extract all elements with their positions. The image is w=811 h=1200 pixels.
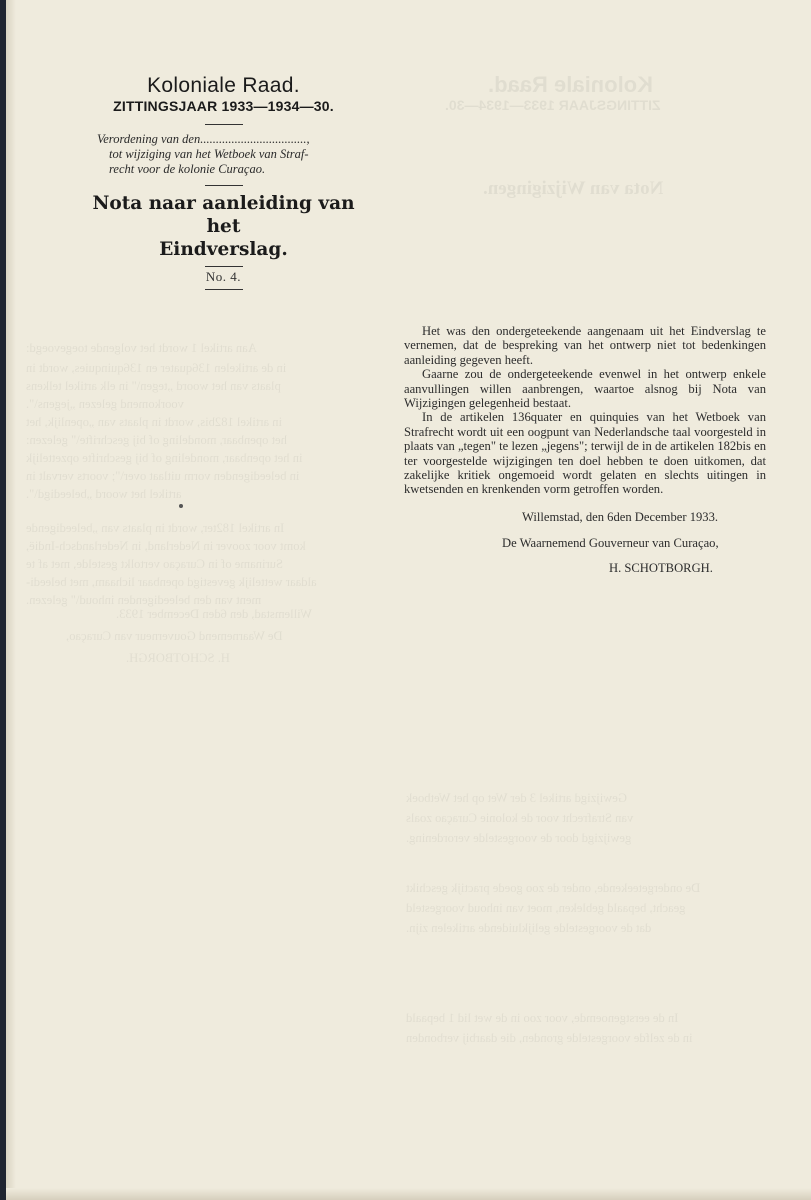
- session-year: ZITTINGSJAAR 1933—1934—30.: [113, 98, 334, 114]
- council-title: Koloniale Raad.: [147, 74, 300, 97]
- document-title-line-2: Eindverslag.: [159, 239, 288, 260]
- header-divider-2: [205, 185, 243, 186]
- ordinance-line-3: recht voor de kolonie Curaçao.: [109, 162, 266, 176]
- signature-function: De Waarnemend Gouverneur van Curaçao,: [502, 536, 719, 550]
- header-divider-3: [205, 266, 243, 267]
- ink-speck: [179, 504, 183, 508]
- document-page: Koloniale Raad. ZITTINGSJAAR 1933—1934—30. Nota van Wijzigingen. Aan artikel 1 wordt het volgende toegevoegd: in de artikelen 136quater en 136quinquies, wordt in plaats van het woord „tegen\" in elk artikel telkens voorkomend gelezen „jegens\". in artikel 182bis, wordt in plaats van „openlijk, het het openbaar, mondeling of bij geschrifte\" gelezen: in het openbaar, mondeling of bij geschrifte opzettelijk in beleedigenden vorm uitlaat over\"; voorts vervalt in artikel het woord „beleedigd\". In artikel 182ter, wordt in plaats van „beleedigende komt voor zoover in Nederland, in Nederlandsch-Indië, Suriname of in Curaçao vertolkt gestelde, met af te aldaar wettelijk gevestigd openbaar lichaam, met beleedi- ment van den beleedigenden inhoud\" gelezen. Willemstad, den 6den December 1933. De Waarnemend Gouverneur van Curaçao, H. SCHOTBORGH. Gewijzigd artikel 3 der Wet op het Wetboek van Strafrecht voor de kolonie Curaçao zoals gewijzigd door de voorgestelde verordening. De ondergeteekende, onder de zoo goede practijk geschikt geacht, bepaald gebleken, moet van inhoud voorgesteld dat de voorgestelde gelijkluidende artikelen zijn. In de eerstgenoemde, voor zoo in de wet lid 1 bepaald in de zelfde voorgestelde gronden, die daarbij verbonden Koloniale Raad. ZITTINGSJAAR 1933—1934—30. Verordening van den.................................., tot wijziging van het Wetboek van Straf- recht voor de kolonie Curaçao. Nota naar aanleiding van het Eindverslag. No. 4. Het was den ondergeteekende aangenaam uit het Eindverslag te vernemen, dat de bespreking van het ontwerp niet tot bedenkingen aanleiding gegeven heeft. Gaarne zou de ondergeteekende evenwel in het ontwerp enkele aanvullingen willen aanbrengen, waartoe alsnog bij Nota van Wijzigingen gelegenheid bestaat. In de artikelen 136quater en quinquies van het Wetboek van Strafrecht wordt uit een oogpunt van Nederlandsche taal voorgesteld in plaats van „tegen" te lezen „jegens"; terwijl de in de artikelen 182bis en ter voorgestelde wijzigingen ten doel hebben te doen uitkomen, dat zakelijke kritiek ongemoeid wordt gelaten en slechts uitingen in kwetsenden en krenkenden vorm getroffen worden. Willemstad, den 6den December 1933. De Waarnemend Gouverneur van Curaçao, H. SCHOTBORGH.: [6, 0, 811, 1200]
- ordinance-description: [97, 132, 349, 177]
- document-body: [404, 324, 766, 497]
- ordinance-line-1: Verordening van den..................................,: [97, 132, 310, 146]
- document-number: No. 4.: [205, 269, 242, 284]
- body-paragraph-2: Gaarne zou de ondergeteekende evenwel in het ontwerp enkele aanvullingen willen aanbrengen, waartoe alsnog bij Nota van Wijzigingen gelegenheid bestaat.: [404, 367, 766, 411]
- page-left-edge-shadow: [6, 0, 16, 1200]
- signature-place-date: Willemstad, den 6den December 1933.: [522, 510, 719, 524]
- body-paragraph-1: Het was den ondergeteekende aangenaam uit het Eindverslag te vernemen, dat de bespreking van het ontwerp niet tot bedenkingen aanleiding gegeven heeft.: [404, 324, 766, 367]
- page-bottom-edge-shadow: [6, 1188, 811, 1200]
- header-divider-1: [205, 124, 243, 125]
- document-title: [86, 192, 361, 261]
- document-header: [86, 74, 361, 297]
- ordinance-line-2: tot wijziging van het Wetboek van Straf-: [109, 147, 309, 161]
- document-title-line-1: Nota naar aanleiding van het: [92, 193, 355, 237]
- header-divider-4: [205, 289, 243, 290]
- body-paragraph-3: In de artikelen 136quater en quinquies van het Wetboek van Strafrecht wordt uit een oogpunt van Nederlandsche taal voorgesteld in plaats van „tegen" te lezen „jegens"; terwijl de in de artikelen 182bis en ter voorgestelde wijzigingen ten doel hebben te doen uitkomen, dat zakelijke kritiek ongemoeid wordt gelaten en slechts uitingen in kwetsenden en krenkenden vorm getroffen worden.: [404, 410, 766, 497]
- signature-name: H. SCHOTBORGH.: [609, 561, 713, 575]
